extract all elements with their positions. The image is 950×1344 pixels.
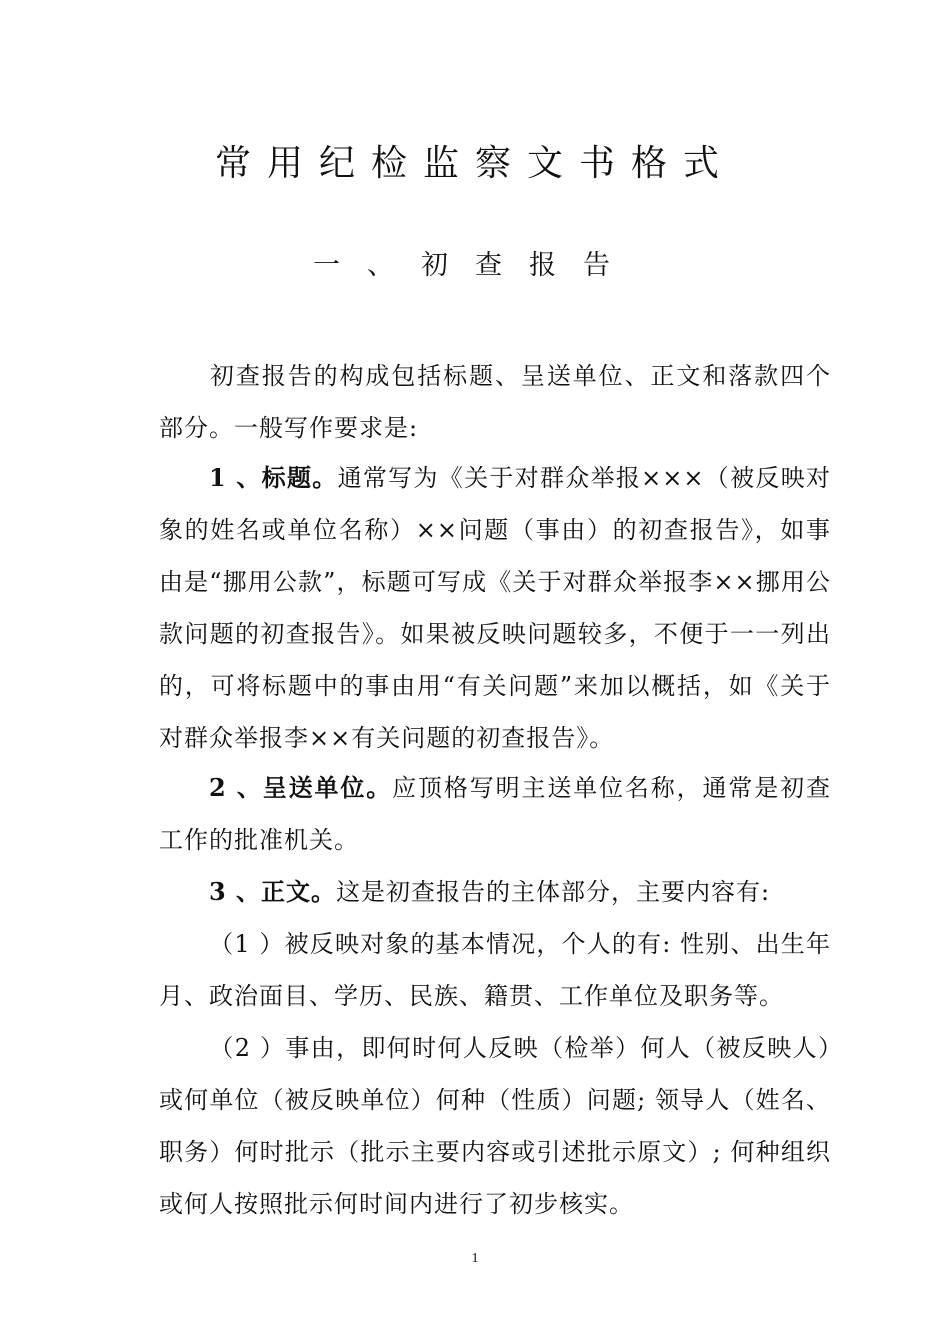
paragraph-lead: 3 、正文。 <box>209 877 337 906</box>
paragraph-lead: 1 、标题。 <box>209 463 338 492</box>
paragraph-lead: 2 、呈送单位。 <box>209 773 393 802</box>
paragraph-item-1 <box>159 918 831 1022</box>
paragraph-text: （2 ）事由，即何时何人反映（检举）何人（被反映人）或何单位（被反映单位）何种（性质）问题; 领导人（姓名、职务）何时批示（批示主要内容或引述批示原文）; 何种组织或何人按照批示何时间内进行了初步核实。 <box>159 1034 831 1218</box>
paragraph-text: 应顶格写明主送单位名称，通常是初查工作的批准机关。 <box>159 774 831 854</box>
paragraph-text: 初查报告的构成包括标题、呈送单位、正文和落款四个部分。一般写作要求是: <box>159 362 831 442</box>
paragraph-body-requirement <box>159 866 831 918</box>
paragraph-text: （1 ）被反映对象的基本情况，个人的有: 性别、出生年月、政治面目、学历、民族、籍贯、工作单位及职务等。 <box>159 930 831 1010</box>
paragraph-text: 通常写为《关于对群众举报×××（被反映对象的姓名或单位名称）××问题（事由）的初查报告》，如事由是“挪用公款”，标题可写成《关于对群众举报李××挪用公款问题的初查报告》。如果被反映问题较多，不便于一一列出的，可将标题中的事由用“有关问题”来加以概括，如《关于对群众举报李××有关问题的初查报告》。 <box>159 464 831 752</box>
document-title: 常用纪检监察文书格式 <box>214 143 735 184</box>
paragraph-item-2 <box>159 1022 831 1230</box>
paragraph-recipient-requirement <box>159 762 831 866</box>
page-number: 1 <box>471 1251 479 1266</box>
paragraph-text: 这是初查报告的主体部分，主要内容有: <box>336 878 771 906</box>
section-title: 一、初查报告 <box>313 250 637 281</box>
paragraph-title-requirement <box>159 452 831 764</box>
paragraph-intro <box>159 350 831 454</box>
